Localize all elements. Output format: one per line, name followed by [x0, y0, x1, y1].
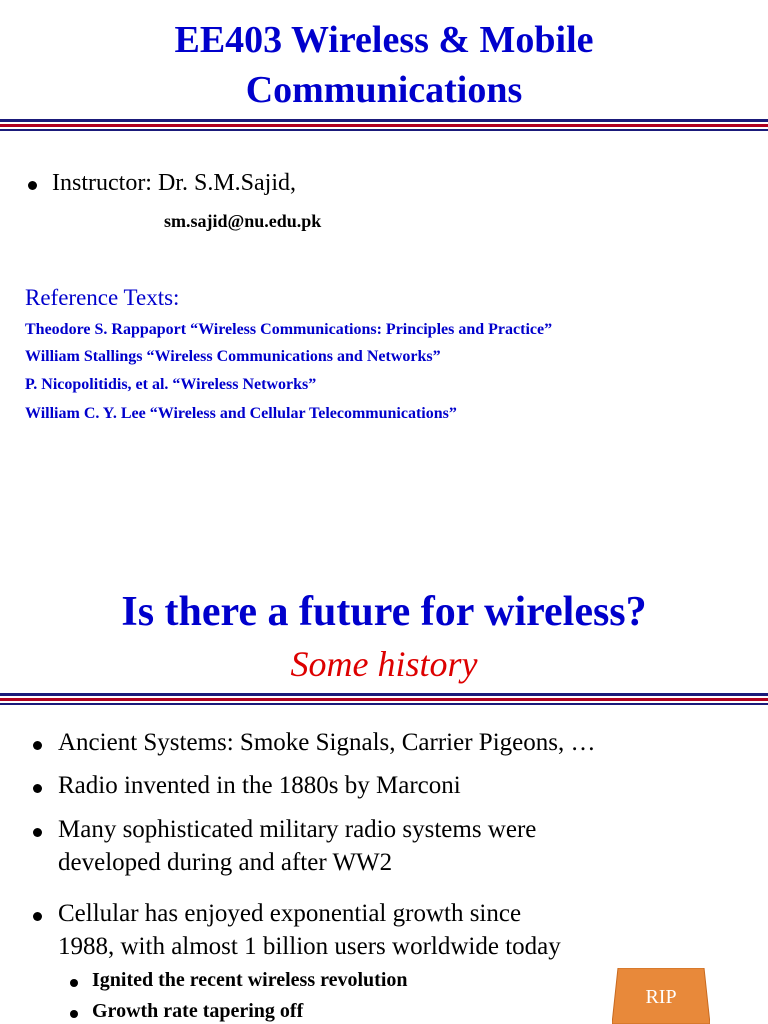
bullet-icon	[33, 828, 42, 837]
slide-1-title-line-1: EE403 Wireless & Mobile	[174, 19, 594, 61]
instructor-email: sm.sajid@nu.edu.pk	[164, 211, 322, 231]
bullet-icon	[28, 181, 37, 190]
reference-item: William Stallings “Wireless Communications and Networks”	[25, 348, 441, 365]
history-bullet: Ancient Systems: Smoke Signals, Carrier Pigeons, …	[58, 729, 596, 756]
sub-bullet-icon	[70, 979, 78, 987]
title-divider	[0, 693, 768, 705]
title-divider	[0, 119, 768, 131]
sub-bullet: Growth rate tapering off	[92, 1000, 304, 1022]
history-bullet: Many sophisticated military radio systems were	[58, 816, 537, 843]
reference-item: Theodore S. Rappaport “Wireless Communications: Principles and Practice”	[25, 321, 553, 338]
slide-1-title-line-2: Communications	[245, 69, 523, 111]
history-bullet: Radio invented in the 1880s by Marconi	[58, 772, 461, 799]
reference-item: P. Nicopolitidis, et al. “Wireless Networks”	[25, 376, 317, 393]
history-bullet: Cellular has enjoyed exponential growth since	[58, 900, 522, 927]
rip-tombstone-badge	[612, 968, 710, 1024]
rip-label: RIP	[645, 986, 677, 1008]
slide-2-title: Is there a future for wireless?	[121, 589, 647, 635]
sub-bullet: Ignited the recent wireless revolution	[92, 969, 408, 991]
history-bullet-continued: developed during and after WW2	[58, 849, 393, 876]
reference-item: William C. Y. Lee “Wireless and Cellular Telecommunications”	[25, 405, 457, 422]
bullet-icon	[33, 784, 42, 793]
reference-heading: Reference Texts:	[25, 285, 180, 310]
instructor-name: Instructor: Dr. S.M.Sajid,	[52, 170, 296, 196]
bullet-icon	[33, 912, 42, 921]
history-bullet-continued: 1988, with almost 1 billion users worldwide today	[58, 933, 561, 960]
slide-2-subtitle: Some history	[290, 644, 478, 684]
sub-bullet-icon	[70, 1010, 78, 1018]
bullet-icon	[33, 741, 42, 750]
